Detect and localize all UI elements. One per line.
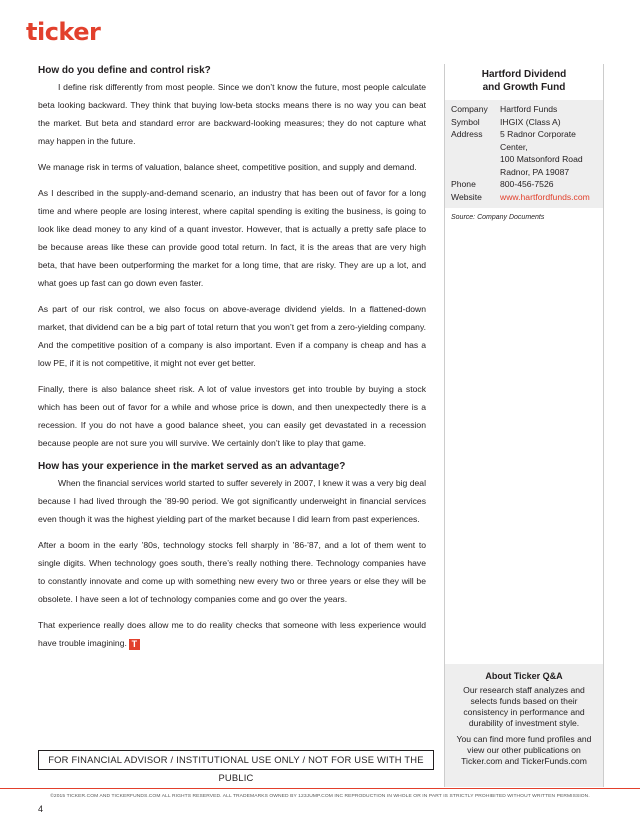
answer-paragraph: We manage risk in terms of valuation, balance sheet, competitive position, and supply and demand. <box>38 162 417 172</box>
answer-text: That experience really does allow me to do reality checks that someone with less experience would have trouble imagining. <box>38 620 426 648</box>
ticker-logo: ticker <box>26 18 101 46</box>
fund-sidebar <box>444 64 604 787</box>
footer-rule <box>0 788 640 789</box>
about-title: About Ticker Q&A <box>485 671 563 681</box>
address-line: 5 Radnor Corporate Center, <box>500 129 576 152</box>
answer-paragraph: Finally, there is also balance sheet risk. A lot of value investors get into trouble by buying a stock which has been out of favor for a while and whose price is down, and then unexpectedly there is a recession. If you do not have a good balance sheet, you can easily get devastated in a recession because people are not sure you will survive. We certainly don’t like to play that game. <box>38 384 426 448</box>
article-body <box>38 64 426 660</box>
answer-paragraph: As I described in the supply-and-demand scenario, an industry that has been out of favor for a long time and where people are losing interest, where capital spending is exiting the business, is going to look like dead money to any kind of a quant investor. However, that is actually a pretty safe place to be because areas like these can provide good total return. In fact, it is the areas that are very high beta, that have been outperforming the market for a long time, that are risky. They are up a lot, and what goes up fast can go down even faster. <box>38 188 426 288</box>
about-text: Our research staff analyzes and selects funds based on their consistency in performance and durability of investment style. <box>463 685 585 728</box>
website-row <box>451 191 599 204</box>
fund-title <box>445 68 603 94</box>
answer-paragraph: After a boom in the early ’80s, technology stocks fell sharply in ’86-’87, and a lot of them went to single digits. When technology goes south, there’s really nothing there. Technology companies have to constantly innovate and come up with something new every two or three years or else they will be obsolete. I have seen a lot of technology companies come and go over the years. <box>38 540 426 604</box>
fund-title-line1: Hartford Dividend <box>481 69 567 80</box>
about-text: You can find more fund profiles and view our other publications on Ticker.com and TickerFunds.com <box>456 734 592 766</box>
symbol-label: Symbol <box>451 116 480 127</box>
website-label: Website <box>451 191 482 202</box>
company-value: Hartford Funds <box>500 104 558 114</box>
address-label: Address <box>451 129 483 139</box>
answer-paragraph: I define risk differently from most people. Since we don’t know the future, most people calculate beta looking backward. They think that buying low-beta stocks means there is no way you can beat the market. But beta and standard error are backward-looking measures; they do not capture what may happen in the future. <box>38 82 426 146</box>
question-experience: How has your experience in the market served as an advantage? <box>38 461 346 472</box>
disclaimer-box: FOR FINANCIAL ADVISOR / INSTITUTIONAL USE ONLY / NOT FOR USE WITH THE PUBLIC <box>38 750 434 770</box>
answer-paragraph-last <box>38 616 426 652</box>
page-number: 4 <box>38 804 44 814</box>
website-link[interactable]: www.hartfordfunds.com <box>500 191 590 202</box>
about-box <box>445 664 603 787</box>
source-note: Source: Company Documents <box>451 214 545 221</box>
answer-paragraph: When the financial services world started to suffer severely in 2007, I knew it was a very big deal because I had lived through the ’89-90 period. We got significantly underweight in financial services even though it was the highest yielding part of the market because I did learn from past experiences. <box>38 478 426 524</box>
answer-paragraph: As part of our risk control, we also focus on above-average dividend yields. In a flattened-down market, that dividend can be a big part of total return that you won’t get from a zero-yielding company. And the competitive position of a company is also important. Even if a company is cheap and has a low PE, if it is not competitive, it might not ever get better. <box>38 304 426 368</box>
address-row <box>451 128 599 178</box>
symbol-value: IHGIX (Class A) <box>500 116 561 127</box>
copyright-notice: ©2015 TICKER.COM AND TICKERFUNDS.COM ALL RIGHTS RESERVED. ALL TRADEMARKS OWNED BY 123JUMP.COM INC REPRODUCTION IN WHOLE OR IN PART IS STRICTLY PROHIBITED WITHOUT WRITTEN PERMISSION. <box>50 794 590 799</box>
symbol-row <box>451 116 599 129</box>
phone-value: 800-456-7526 <box>500 179 554 189</box>
company-label: Company <box>451 104 488 114</box>
fund-info-box <box>445 100 603 208</box>
fund-title-line2: and Growth Fund <box>482 82 566 93</box>
address-line: Radnor, PA 19087 <box>500 166 570 177</box>
phone-label: Phone <box>451 179 476 189</box>
company-row <box>451 103 599 116</box>
address-value <box>500 128 599 178</box>
ticker-end-icon: T <box>129 639 140 650</box>
phone-row <box>451 178 599 191</box>
question-risk: How do you define and control risk? <box>38 65 211 76</box>
address-line: 100 Matsonford Road <box>500 154 583 164</box>
